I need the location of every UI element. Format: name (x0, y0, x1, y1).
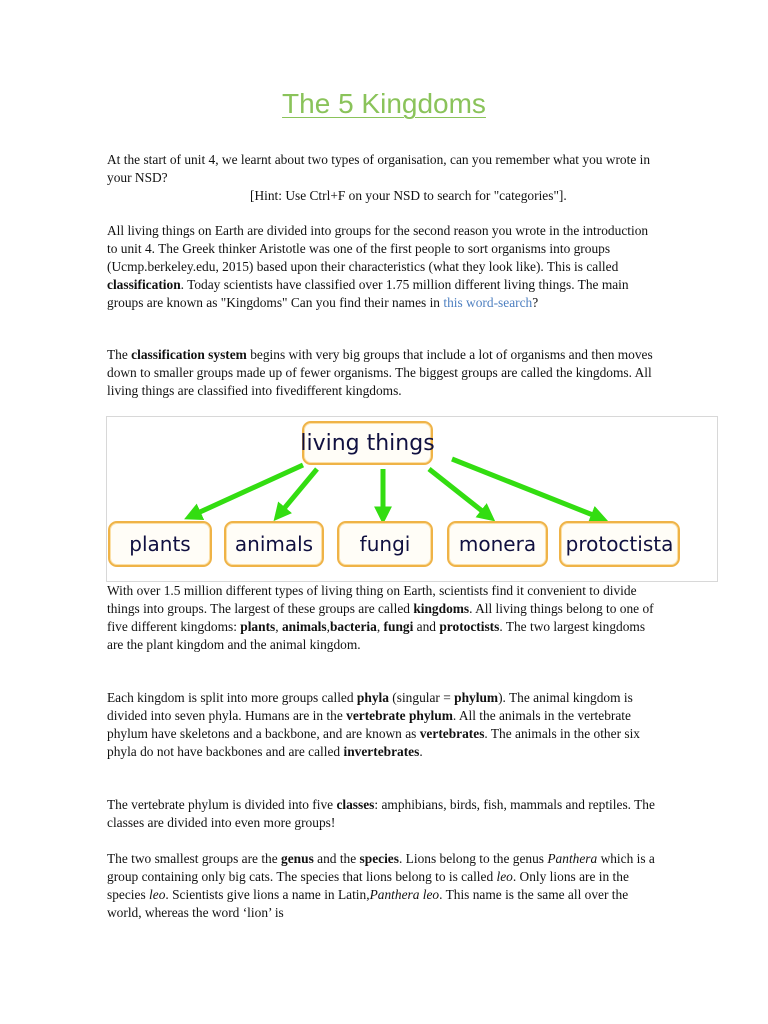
page-title: The 5 Kingdoms (282, 88, 486, 119)
bold-term: invertebrates (343, 744, 420, 759)
text-run: begins with very big groups that include a lot of organisms and then moves down to smaller groups made up of fewer organisms. The biggest groups are called the kingdoms. All living things are classified into fivedifferent kingdoms. (107, 347, 653, 398)
bold-term: classification system (131, 347, 247, 362)
text-run: and the (313, 851, 360, 866)
bold-term: vertebrate phylum (346, 708, 453, 723)
text-run: : amphibians, birds, fish, mammals and reptiles. The classes are divided into even more groups! (107, 797, 655, 830)
bold-term: phyla (356, 690, 389, 705)
bold-term: animals (281, 619, 327, 634)
text-run: Each kingdom is split into more groups called (107, 690, 357, 705)
paragraph-classes (107, 796, 655, 832)
text-run: , (376, 619, 384, 634)
arrow-to-protoctista (452, 459, 603, 519)
paragraph-genus-species (107, 850, 655, 922)
text-run: . Scientists give lions a name in Latin, (165, 887, 370, 902)
bold-term: classification (107, 277, 181, 292)
italic-term: Panthera leo (369, 887, 440, 902)
text-run: , (326, 619, 330, 634)
text-run: . All living things belong to one of five different kingdoms: (107, 601, 654, 634)
arrow-to-monera (429, 469, 491, 518)
text-run: . The two largest kingdoms are the plant kingdom and the animal kingdom. (107, 619, 646, 652)
bold-term: kingdoms (413, 601, 470, 616)
text-run: (singular = (388, 690, 455, 705)
text-run: and (413, 619, 440, 634)
bold-term: plants (240, 619, 276, 634)
text-run: . (419, 744, 423, 759)
text-run: The two smallest groups are the (107, 851, 282, 866)
hint-text: [Hint: Use Ctrl+F on your NSD to search for "categories"]. (250, 188, 567, 203)
bold-term: phylum (454, 690, 499, 705)
text-run: The (107, 347, 132, 362)
bold-term: vertebrates (419, 726, 485, 741)
text-run: . Lions belong to the genus (398, 851, 548, 866)
node-protoctista: protoctista (559, 521, 680, 567)
italic-term: leo (149, 887, 166, 902)
text-run: , (275, 619, 282, 634)
node-fungi: fungi (337, 521, 433, 567)
bold-term: protoctists (439, 619, 500, 634)
node-animals: animals (224, 521, 324, 567)
paragraph-classification-system (107, 346, 655, 400)
word-search-link[interactable]: this word-search (443, 295, 533, 310)
text-run: . Only lions are in the species (107, 869, 629, 902)
text-run: . This name is the same all over the world, whereas the word ‘lion’ is (107, 887, 629, 920)
paragraph-kingdoms (107, 582, 655, 654)
paragraph-classification (107, 222, 655, 312)
bold-term: bacteria (329, 619, 377, 634)
text-run: ). The animal kingdom is divided into seven phyla. Humans are in the (107, 690, 633, 723)
text-run: which is a group containing only big cats. The species that lions belong to is called (107, 851, 655, 884)
bold-term: fungi (383, 619, 414, 634)
text-run: All living things on Earth are divided into groups for the second reason you wrote in the introduction to unit 4. The Greek thinker Aristotle was one of the first people to sort organisms into groups (Ucmp.berkeley.edu, 2015) based upon their characteristics (what they look like). This is called (107, 223, 649, 274)
paragraph-phyla (107, 689, 655, 761)
paragraph-intro (107, 151, 655, 205)
text-run: The vertebrate phylum is divided into five (107, 797, 337, 812)
bold-term: species (359, 851, 399, 866)
italic-term: leo (496, 869, 513, 884)
kingdoms-diagram (106, 416, 718, 582)
root-node: living things (302, 421, 433, 465)
node-monera: monera (447, 521, 548, 567)
node-plants: plants (108, 521, 212, 567)
bold-term: genus (281, 851, 314, 866)
italic-term: Panthera (547, 851, 598, 866)
bold-term: classes (336, 797, 375, 812)
text-run: . All the animals in the vertebrate phylum have skeletons and a backbone, and are known as (107, 708, 631, 741)
text-run: . Today scientists have classified over 1.75 million different living things. The main groups are known as "Kingdoms" Can you find their names in (107, 277, 629, 310)
intro-text: At the start of unit 4, we learnt about two types of organisation, can you remember what you wrote in your NSD? (107, 152, 651, 185)
text-run: ? (532, 295, 539, 310)
text-run: . The animals in the other six phyla do not have backbones and are called (107, 726, 640, 759)
text-run: With over 1.5 million different types of living thing on Earth, scientists find it convenient to divide things into groups. The largest of these groups are called (107, 583, 637, 616)
